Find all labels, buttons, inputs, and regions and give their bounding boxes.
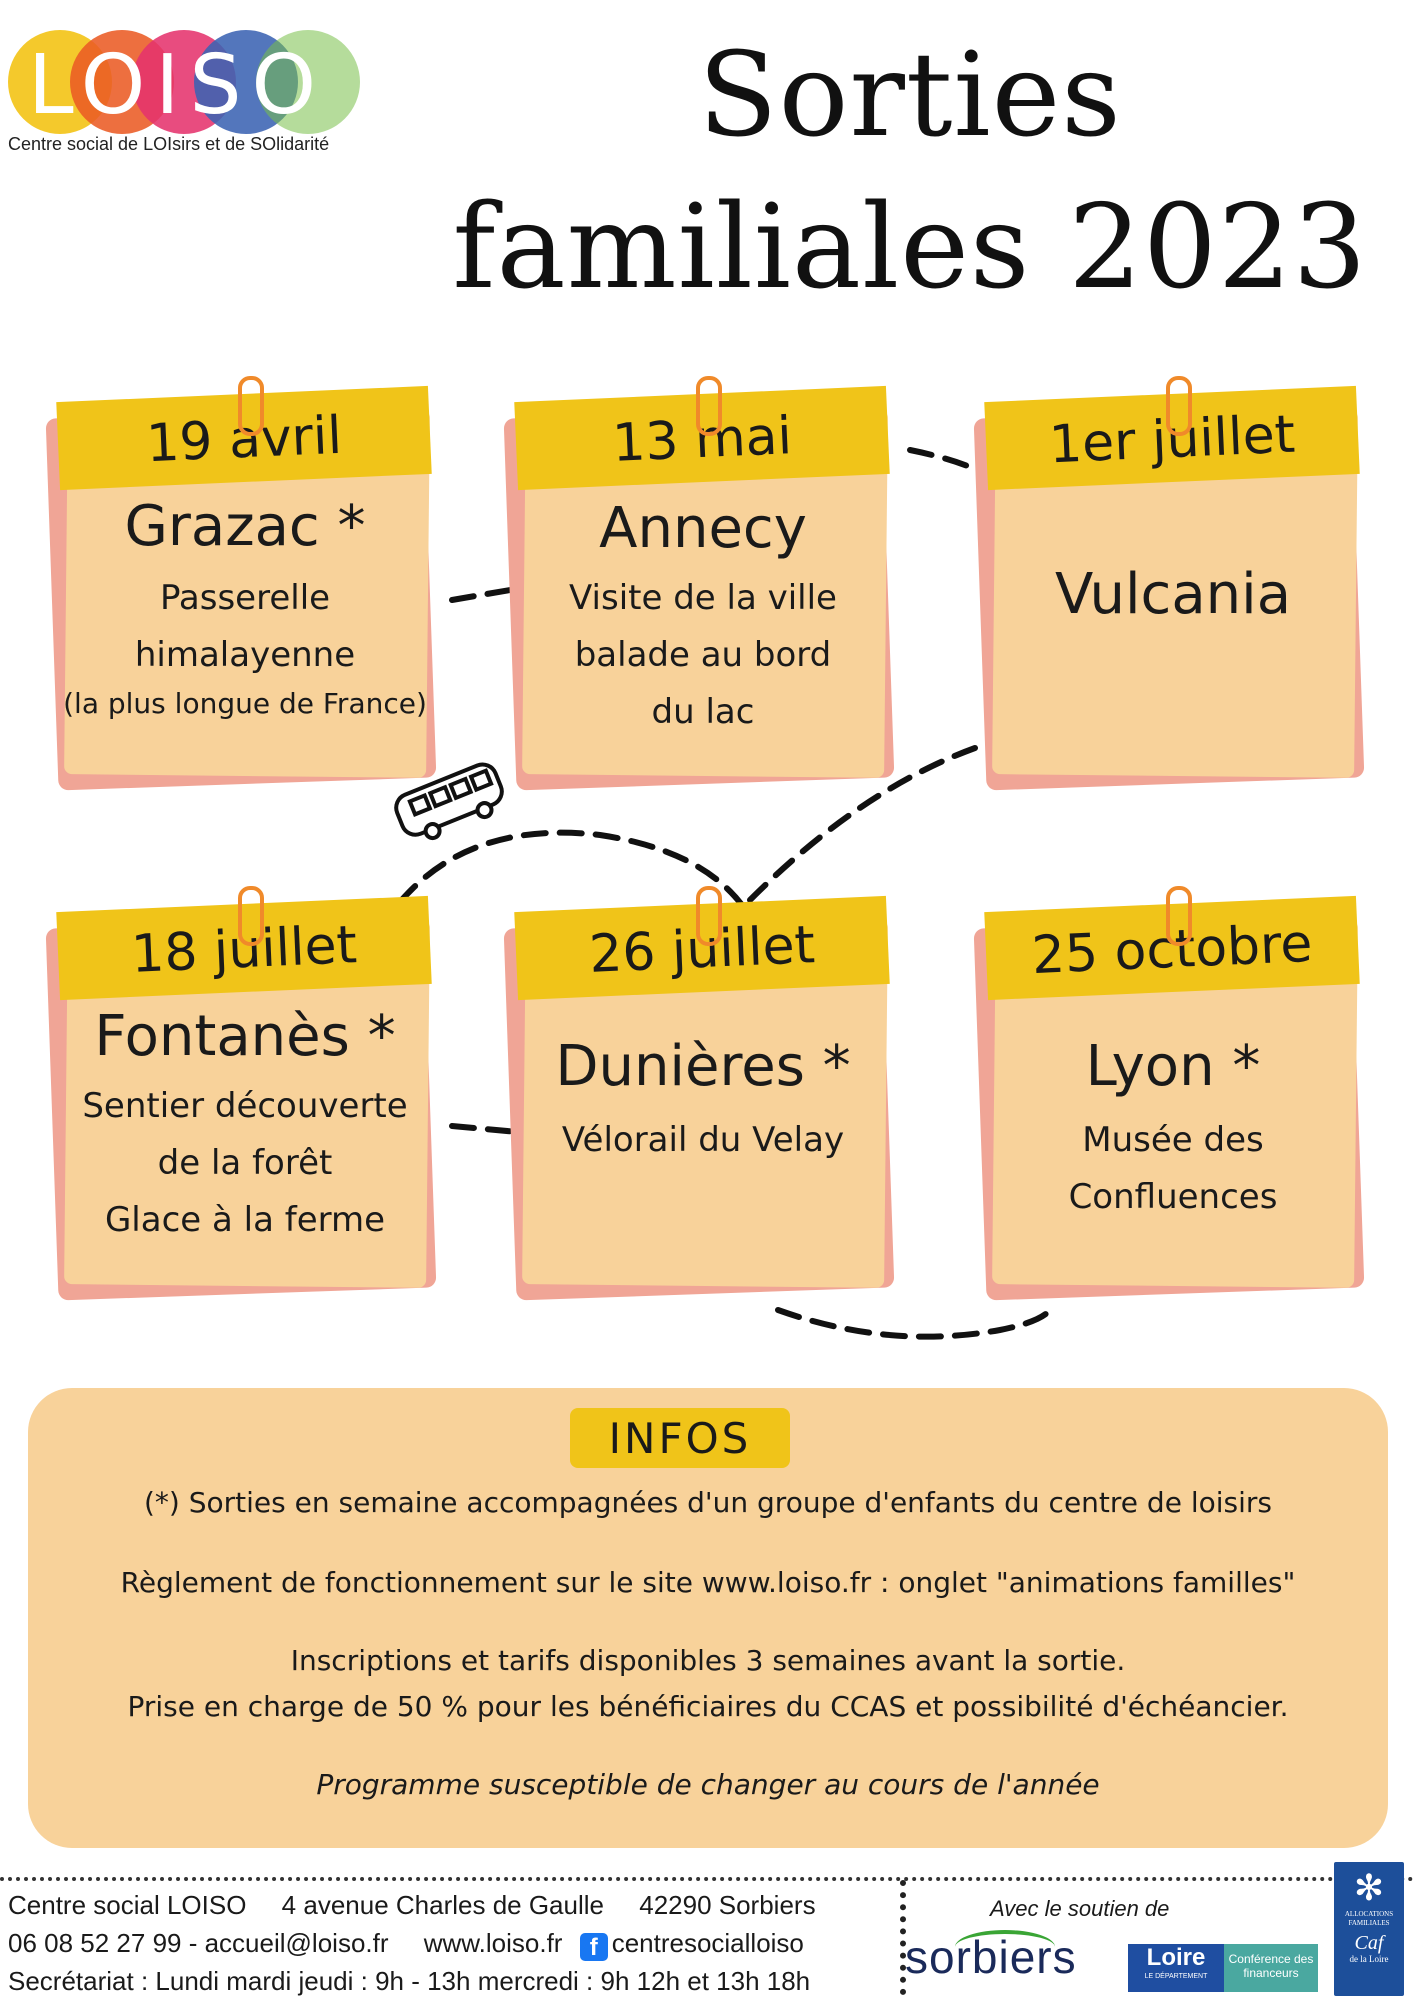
route-segment bbox=[452, 590, 510, 600]
paperclip-icon bbox=[696, 886, 722, 946]
caf-name: Caf bbox=[1354, 1932, 1384, 1954]
outing-card bbox=[60, 398, 430, 778]
card-description bbox=[60, 1078, 430, 1249]
card-date: 18 juillet bbox=[56, 896, 431, 1000]
info-line: (*) Sorties en semaine accompagnées d'un groupe d'enfants du centre de loisirs bbox=[144, 1486, 1272, 1519]
card-description bbox=[988, 1112, 1358, 1226]
facebook-icon: f bbox=[580, 1933, 608, 1961]
outing-card bbox=[988, 908, 1358, 1288]
card-date: 1er juillet bbox=[984, 386, 1359, 490]
footer-phone-email[interactable]: 06 08 52 27 99 - accueil@loiso.fr bbox=[8, 1928, 389, 1958]
outing-card bbox=[60, 908, 430, 1288]
outing-card bbox=[988, 398, 1358, 778]
outing-card bbox=[518, 908, 888, 1288]
caf-sub: de la Loire bbox=[1349, 1954, 1389, 1964]
info-line: Inscriptions et tarifs disponibles 3 semaines avant la sortie. bbox=[290, 1644, 1126, 1677]
card-place: Vulcania bbox=[1054, 562, 1292, 627]
card-line: Visite de la ville bbox=[569, 578, 837, 618]
loire-text: Loire bbox=[1146, 1944, 1206, 1971]
card-note: (la plus longue de France) bbox=[63, 687, 427, 720]
route-segment bbox=[778, 1310, 1050, 1337]
sorbiers-swoosh bbox=[955, 1930, 1055, 1964]
footer-facebook[interactable]: centresocialloiso bbox=[611, 1928, 804, 1958]
card-line: de la forêt bbox=[157, 1143, 333, 1183]
footer-website[interactable]: www.loiso.fr bbox=[423, 1928, 563, 1958]
card-place: Dunières * bbox=[555, 1034, 851, 1099]
conference-block: Conférence des financeurs bbox=[1224, 1944, 1318, 1992]
footer-name: Centre social LOISO bbox=[8, 1890, 247, 1920]
paperclip-icon bbox=[1166, 376, 1192, 436]
loire-block bbox=[1128, 1944, 1224, 1992]
footer-contact-line bbox=[8, 1928, 832, 1961]
sorbiers-text: sorbiers bbox=[905, 1931, 1077, 1983]
route-segment bbox=[400, 833, 742, 905]
loiso-logo bbox=[8, 30, 408, 154]
logo-letters: LOISO bbox=[28, 38, 327, 133]
caf-star-icon: ✻ bbox=[1353, 1868, 1385, 1908]
sorbiers-logo bbox=[905, 1930, 1105, 1990]
card-line: Glace à la ferme bbox=[104, 1200, 386, 1240]
footer-divider bbox=[0, 1877, 1414, 1881]
caf-top: ALLOCATIONS FAMILIALES bbox=[1344, 1910, 1394, 1927]
card-date: 26 juillet bbox=[514, 896, 889, 1000]
card-line: Musée des bbox=[1082, 1120, 1264, 1160]
card-date: 13 mai bbox=[514, 386, 889, 490]
page-title bbox=[420, 20, 1400, 324]
card-line: Vélorail du Velay bbox=[561, 1120, 845, 1160]
info-line: Programme susceptible de changer au cours de l'année bbox=[316, 1768, 1100, 1801]
info-line: Prise en charge de 50 % pour les bénéficiaires du CCAS et possibilité d'échéancier. bbox=[127, 1690, 1289, 1723]
info-line: Règlement de fonctionnement sur le site www.loiso.fr : onglet "animations familles" bbox=[120, 1566, 1296, 1599]
card-place: Lyon * bbox=[1085, 1034, 1261, 1099]
footer-city: 42290 Sorbiers bbox=[639, 1890, 816, 1920]
card-line: balade au bord bbox=[574, 635, 832, 675]
card-line: Passerelle bbox=[159, 578, 331, 618]
paperclip-icon bbox=[238, 886, 264, 946]
card-description bbox=[518, 1112, 888, 1169]
card-description bbox=[60, 570, 430, 724]
card-place: Annecy bbox=[599, 496, 807, 561]
paperclip-icon bbox=[696, 376, 722, 436]
loire-subtext: LE DÉPARTEMENT bbox=[1144, 1973, 1208, 1980]
card-line: Confluences bbox=[1068, 1177, 1278, 1217]
infos-title: INFOS bbox=[570, 1408, 790, 1468]
footer-address-line bbox=[8, 1890, 844, 1921]
title-line-1: Sorties bbox=[698, 28, 1122, 163]
loire-logo bbox=[1128, 1944, 1318, 1992]
caf-logo bbox=[1334, 1862, 1404, 1996]
card-place: Fontanès * bbox=[94, 1004, 396, 1069]
footer-hours: Secrétariat : Lundi mardi jeudi : 9h - 13h mercredi : 9h 12h et 13h 18h bbox=[8, 1966, 811, 1996]
paperclip-icon bbox=[238, 376, 264, 436]
route-segment bbox=[452, 1126, 518, 1132]
card-date: 19 avril bbox=[56, 386, 431, 490]
card-place: Grazac * bbox=[124, 494, 366, 559]
support-label: Avec le soutien de bbox=[990, 1896, 1170, 1921]
card-description bbox=[518, 570, 888, 741]
title-line-2: familiales 2023 bbox=[452, 180, 1368, 315]
paperclip-icon bbox=[1166, 886, 1192, 946]
card-line: du lac bbox=[651, 692, 755, 732]
logo-tagline: Centre social de LOIsirs et de SOlidarité bbox=[8, 134, 330, 154]
card-date: 25 octobre bbox=[984, 896, 1359, 1000]
card-line: himalayenne bbox=[134, 635, 356, 675]
card-line: Sentier découverte bbox=[82, 1086, 408, 1126]
outing-card bbox=[518, 398, 888, 778]
footer-address: 4 avenue Charles de Gaulle bbox=[281, 1890, 604, 1920]
infos-panel bbox=[28, 1388, 1388, 1848]
